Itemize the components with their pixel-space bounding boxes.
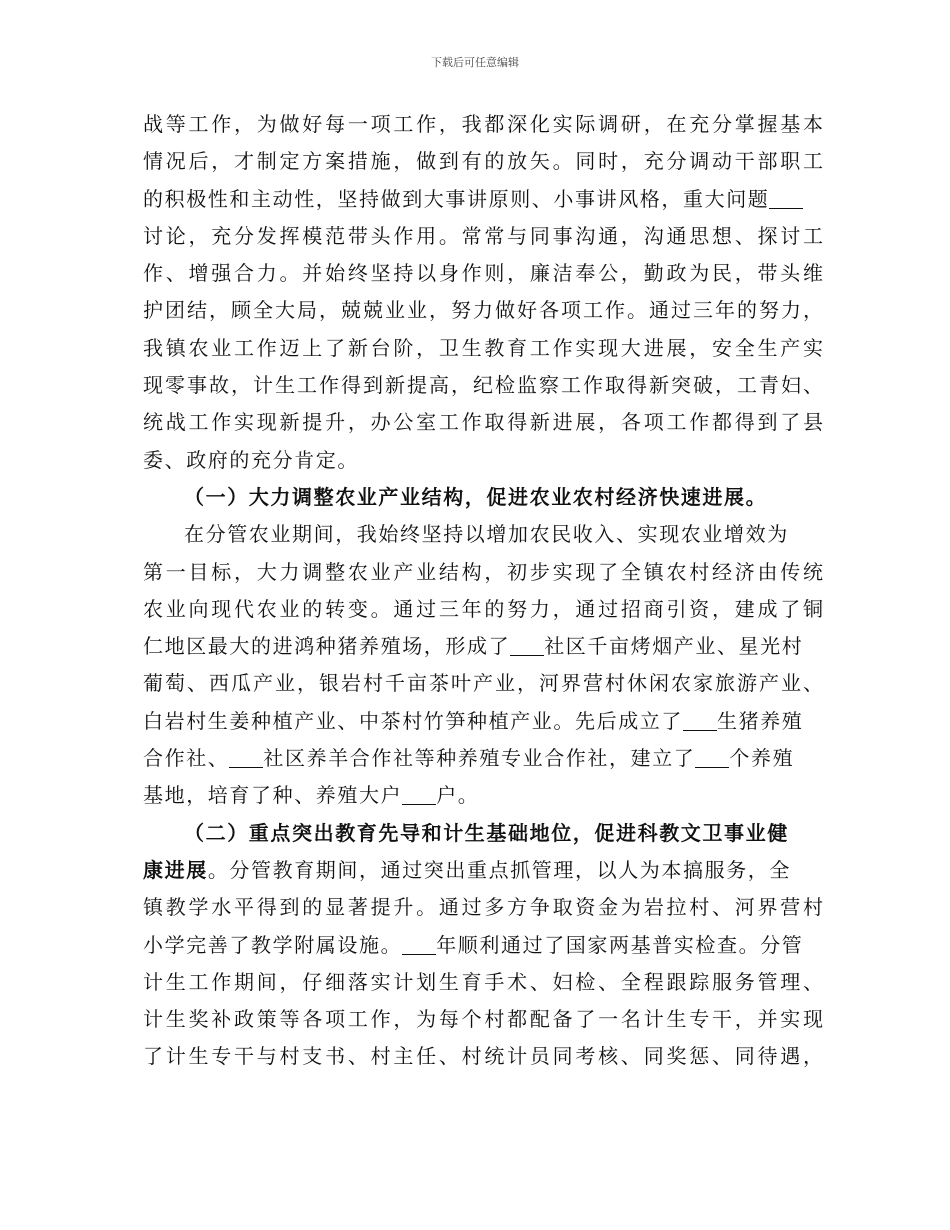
text-line <box>143 740 823 777</box>
text-segment: 合作社、 <box>143 746 230 771</box>
text-segment: 个养殖 <box>729 746 795 771</box>
text-line <box>143 852 823 889</box>
text-line: 我镇农业工作迈上了新台阶，卫生教育工作实现大进展，安全生产实 <box>143 335 823 360</box>
text-segment: 。分管教育期间，通过突出重点抓管理，以人为本搞服务，全 <box>207 857 792 882</box>
text-line: 护团结，顾全大局，兢兢业业，努力做好各项工作。通过三年的努力， <box>143 298 823 323</box>
section-heading: （一）大力调整农业产业结构，促进农业农村经济快速进展。 <box>184 484 768 509</box>
text-line <box>143 703 823 740</box>
text-line: 统战工作实现新提升，办公室工作取得新进展，各项工作都得到了县 <box>143 410 823 435</box>
section-heading: （二）重点突出教育先导和计生基础地位，促进科教文卫事业健 <box>184 820 789 845</box>
blank-underline <box>695 747 729 768</box>
text-segment: 年顺利通过了国家两基普实检查。分管 <box>436 932 804 957</box>
blank-underline <box>510 635 544 656</box>
text-line: 战等工作，为做好每一项工作，我都深化实际调研，在充分掌握基本 <box>143 112 823 136</box>
text-line: 农业向现代农业的转变。通过三年的努力，通过招商引资，建成了铜 <box>143 596 823 621</box>
text-segment: 仁地区最大的进鸿种猪养殖场，形成了 <box>143 634 511 659</box>
text-line: 葡萄、西瓜产业，银岩村千亩茶叶产业，河界营村休闲农家旅游产业、 <box>143 671 823 696</box>
text-segment: 白岩村生姜种植产业、中茶村竹笋种植产业。先后成立了 <box>143 708 683 733</box>
text-segment: 社区养羊合作社等种养殖专业合作社，建立了 <box>263 746 696 771</box>
text-segment: 的积极性和主动性，坚持做到大事讲原则、小事讲风格，重大问题 <box>143 186 770 211</box>
blank-underline <box>402 784 436 805</box>
text-line <box>143 777 823 814</box>
blank-underline <box>229 747 263 768</box>
text-segment: 小学完善了教学附属设施。 <box>143 932 403 957</box>
text-line: 讨论，充分发挥模范带头作用。常常与同事沟通，沟通思想、探讨工 <box>143 223 823 248</box>
text-segment: 户。 <box>436 783 480 808</box>
text-line: 在分管农业期间，我始终坚持以增加农民收入、实现农业增效为 <box>184 522 789 547</box>
blank-underline <box>402 934 436 955</box>
text-segment: 生猪养殖 <box>717 708 804 733</box>
text-line: 第一目标，大力调整农业产业结构，初步实现了全镇农村经济由传统 <box>143 559 823 584</box>
text-line <box>143 628 823 665</box>
page-header-note: 下载后可任意编辑 <box>431 56 519 69</box>
text-line: 镇教学水平得到的显著提升。通过多方争取资金为岩拉村、河界营村 <box>143 895 823 920</box>
section-heading-tail: 康进展 <box>143 857 208 882</box>
blank-underline <box>683 710 717 731</box>
blank-underline <box>769 188 803 209</box>
document-body <box>143 106 823 1076</box>
text-line <box>143 181 823 218</box>
text-line: 了计生专干与村支书、村主任、村统计员同考核、同奖惩、同待遇， <box>143 1044 823 1069</box>
text-line: 现零事故，计生工作得到新提高，纪检监察工作取得新突破，工青妇、 <box>143 373 823 398</box>
text-line: 计生奖补政策等各项工作，为每个村都配备了一名计生专干，并实现 <box>143 1007 823 1032</box>
text-line: 委、政府的充分肯定。 <box>143 447 359 472</box>
text-line <box>143 927 823 964</box>
text-segment: 社区千亩烤烟产业、星光村 <box>544 634 804 659</box>
text-line: 作、增强合力。并始终坚持以身作则，廉洁奉公，勤政为民，带头维 <box>143 261 823 286</box>
text-line: 情况后，才制定方案措施，做到有的放矢。同时，充分调动干部职工 <box>143 149 823 174</box>
text-segment: 基地，培育了种、养殖大户 <box>143 783 403 808</box>
text-line: 计生工作期间，仔细落实计划生育手术、妇检、全程跟踪服务管理、 <box>143 969 823 994</box>
